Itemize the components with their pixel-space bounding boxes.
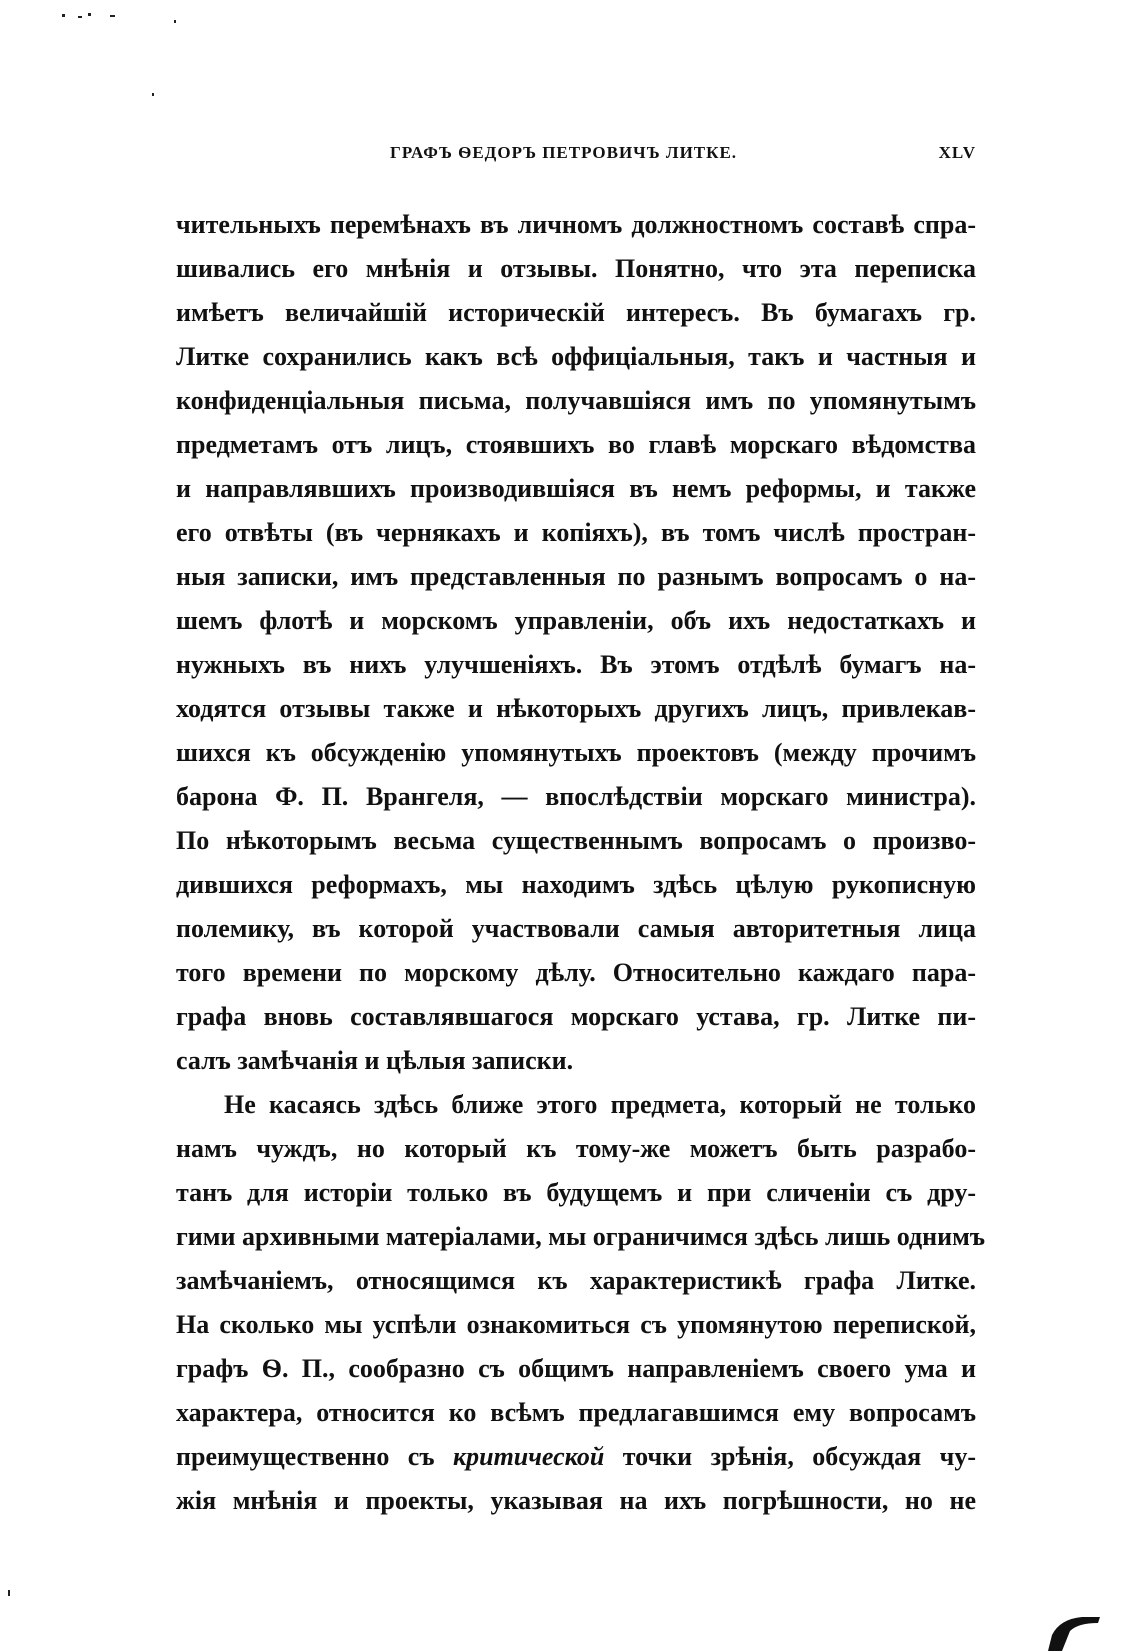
text-line: графа вновь составлявшагося морскаго устава, гр. Литке пи-: [176, 1002, 976, 1031]
text-line: и направлявшихъ производившіяся въ немъ реформы, и также: [176, 474, 976, 503]
text-line: конфиденціальныя письма, получавшіяся имъ по упомянутымъ: [176, 386, 976, 415]
text-line: графъ Ѳ. П., сообразно съ общимъ направленіемъ своего ума и: [176, 1354, 976, 1383]
scan-speck: [88, 13, 91, 16]
text-line: шивались его мнѣнія и отзывы. Понятно, что эта переписка: [176, 254, 976, 283]
text-line: барона Ф. П. Врангеля, — впослѣдствіи морскаго министра).: [176, 782, 976, 811]
text-line: предметамъ отъ лицъ, стоявшихъ во главѣ морскаго вѣдомства: [176, 430, 976, 459]
running-header-title: ГРАФЪ ѲЕДОРЪ ПЕТРОВИЧЪ ЛИТКЕ.: [390, 143, 738, 162]
text-line: характера, относится ко всѣмъ предлагавшимся ему вопросамъ: [176, 1398, 976, 1427]
page-number: XLV: [938, 143, 976, 162]
running-header: [176, 143, 976, 169]
text-line: Литке сохранились какъ всѣ оффиціальныя, такъ и частныя и: [176, 342, 976, 371]
scan-speck: [174, 20, 176, 23]
text-line: танъ для исторіи только въ будущемъ и при сличеніи съ дру-: [176, 1178, 976, 1207]
text-line: того времени по морскому дѣлу. Относительно каждаго пара-: [176, 958, 976, 987]
text-line: жія мнѣнія и проекты, указывая на ихъ погрѣшности, но не: [176, 1486, 976, 1515]
scan-speck: [62, 14, 65, 17]
scan-speck: [110, 15, 115, 17]
text-line: намъ чуждъ, но который къ тому-же можетъ быть разрабо-: [176, 1134, 976, 1163]
text-line: салъ замѣчанія и цѣлыя записки.: [176, 1046, 574, 1075]
text-line: его отвѣты (въ чернякахъ и копіяхъ), въ томъ числѣ простран-: [176, 518, 976, 547]
text-line: ныя записки, имъ представленныя по разнымъ вопросамъ о на-: [176, 562, 976, 591]
text-line: На сколько мы успѣли ознакомиться съ упомянутою перепиской,: [176, 1310, 976, 1339]
text-line: замѣчаніемъ, относящимся къ характеристикѣ графа Литке.: [176, 1266, 976, 1295]
text-line: гими архивными матеріалами, мы ограничимся здѣсь лишь однимъ: [176, 1222, 986, 1251]
text-line: имѣетъ величайшій историческій интересъ. Въ бумагахъ гр.: [176, 298, 976, 327]
scan-speck: [78, 16, 82, 18]
text-line: полемику, въ которой участвовали самыя авторитетныя лица: [176, 914, 976, 943]
body-text: [176, 203, 986, 1523]
text-line: По нѣкоторымъ весьма существеннымъ вопросамъ о произво-: [176, 826, 976, 855]
text-line: Не касаясь здѣсь ближе этого предмета, который не только: [224, 1090, 976, 1119]
scan-speck: [8, 1590, 10, 1596]
text-line: дившихся реформахъ, мы находимъ здѣсь цѣлую рукописную: [176, 870, 976, 899]
text-run: преимущественно съ: [176, 1442, 453, 1471]
text-line: ходятся отзывы также и нѣкоторыхъ другихъ лицъ, привлекав-: [176, 694, 976, 723]
text-line: шемъ флотѣ и морскомъ управленіи, объ ихъ недостаткахъ и: [176, 606, 976, 635]
text-line-with-italic: [176, 1435, 976, 1479]
text-line: шихся къ обсужденію упомянутыхъ проектовъ (между прочимъ: [176, 738, 976, 767]
text-line: чительныхъ перемѣнахъ въ личномъ должностномъ составѣ спра-: [176, 210, 976, 239]
text-line: нужныхъ въ нихъ улучшеніяхъ. Въ этомъ отдѣлѣ бумагъ на-: [176, 650, 976, 679]
scan-speck: [152, 93, 154, 96]
text-run: точки зрѣнія, обсуждая чу-: [604, 1442, 976, 1471]
ink-blot-icon: [1042, 1609, 1102, 1651]
italic-word: критической: [452, 1442, 605, 1471]
